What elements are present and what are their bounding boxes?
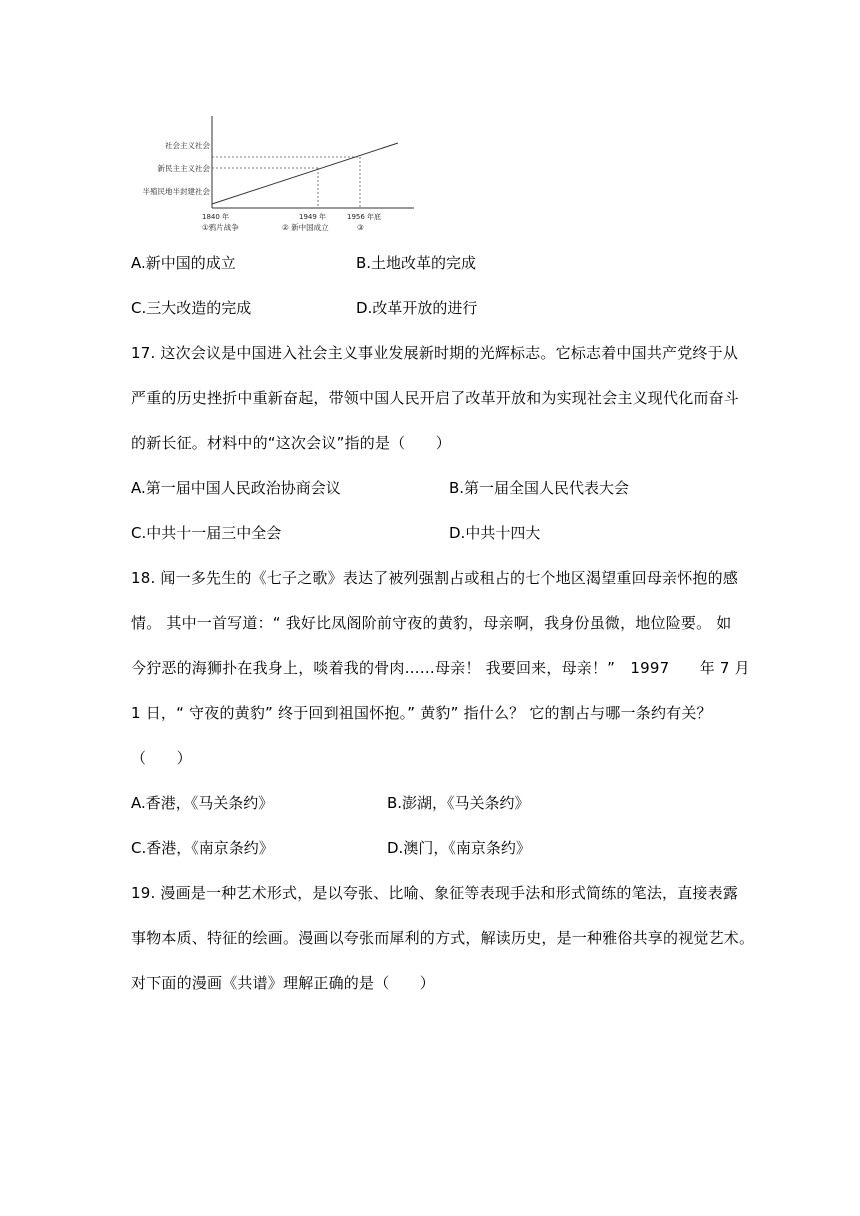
q17-option-a: A.第一届中国人民政治协商会议 [131, 479, 341, 497]
q18-option-a: A.香港，《马关条约》 [131, 794, 274, 812]
y-level-label: 社会主义社会 [165, 141, 210, 150]
q18-stem-line: （ ） [131, 749, 192, 767]
q17-stem-line: 的新长征。材料中的“这次会议”指的是（ ） [131, 434, 451, 452]
q19-stem-line: 事物本质、特征的绘画。漫画以夸张而犀利的方式，解读历史，是一种雅俗共享的视觉艺术。 [131, 929, 755, 947]
x-note-label: ② 新中国成立 [282, 223, 329, 232]
x-note-label: ①鸦片战争 [202, 223, 239, 232]
q19-stem-line: 19. 漫画是一种艺术形式，是以夸张、比喻、象征等表现手法和形式简练的笔法，直接表露 [131, 884, 739, 902]
trend-line [212, 143, 398, 204]
q17-stem-line: 17. 这次会议是中国进入社会主义事业发展新时期的光辉标志。它标志着中国共产党终于从 [131, 344, 739, 362]
x-tick-label: 1840 年 [202, 213, 230, 221]
q17-stem-line: 严重的历史挫折中重新奋起，带领中国人民开启了改革开放和为实现社会主义现代化而奋斗 [131, 389, 740, 407]
x-note-label: ③ [357, 223, 364, 232]
y-level-label: 新民主主义社会 [157, 164, 210, 173]
x-tick-label: 1949 年 [299, 213, 327, 221]
q18-stem-line: 今狞恶的海狮扑在我身上，啖着我的骨肉……母亲！ 我要回来，母亲！” 1997 年 7 月 [131, 659, 750, 677]
q17-option-d: D.中共十四大 [449, 524, 541, 542]
q16-option-a: A.新中国的成立 [131, 254, 236, 272]
q16-option-b: B.土地改革的完成 [356, 254, 477, 272]
x-tick-label: 1956 年底 [347, 213, 382, 221]
q17-option-c: C.中共十一届三中全会 [131, 524, 282, 542]
q16-option-c: C.三大改造的完成 [131, 299, 252, 317]
q18-option-b: B.澎湖，《马关条约》 [387, 794, 530, 812]
q18-stem-line: 情。 其中一首写道：“ 我好比凤阁阶前守夜的黄豹，母亲啊，我身份虽微，地位险要。 如 [131, 614, 732, 632]
y-level-label: 半殖民地半封建社会 [142, 187, 210, 196]
q18-stem-line: 1 日，“ 守夜的黄豹” 终于回到祖国怀抱。” 黄豹” 指什么？ 它的割占与哪一条约有关？ [131, 704, 712, 722]
q16-option-d: D.改革开放的进行 [356, 299, 478, 317]
social-development-diagram [128, 108, 428, 236]
q17-option-b: B.第一届全国人民代表大会 [449, 479, 630, 497]
q18-option-d: D.澳门，《南京条约》 [387, 839, 531, 857]
q18-option-c: C.香港，《南京条约》 [131, 839, 274, 857]
q19-stem-line: 对下面的漫画《共谱》理解正确的是（ ） [131, 974, 436, 992]
q18-stem-line: 18. 闻一多先生的《七子之歌》表达了被列强割占或租占的七个地区渴望重回母亲怀抱的感 [131, 569, 739, 587]
